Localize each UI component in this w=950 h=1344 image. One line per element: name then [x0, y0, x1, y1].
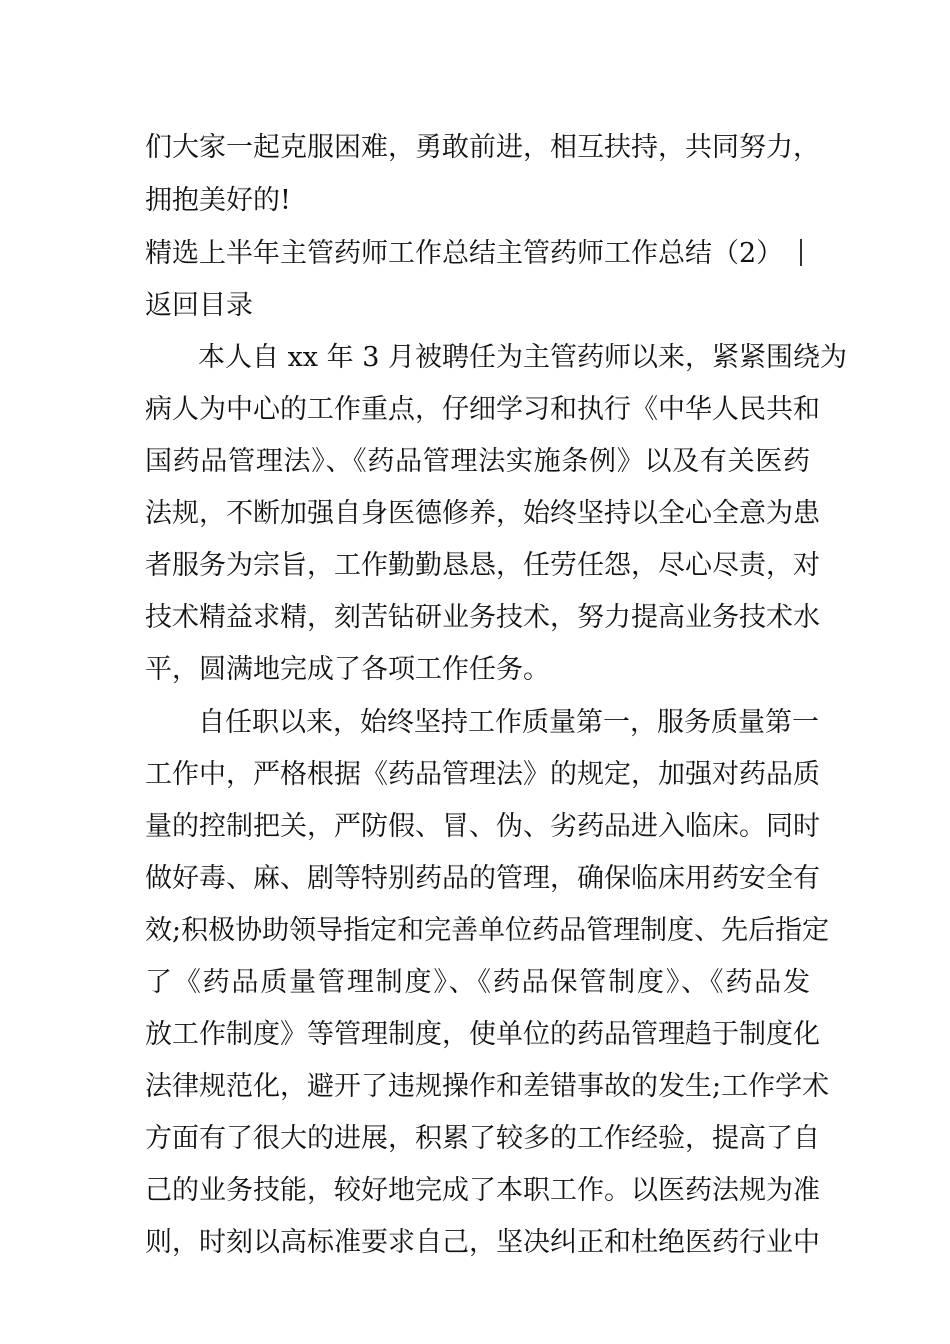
paragraph-line: 自任职以来，始终坚持工作质量第一，服务质量第一	[198, 707, 819, 738]
paragraph-line: 方面有了很大的进展，积累了较多的工作经验，提高了自	[145, 1123, 820, 1154]
paragraph-line: 国药品管理法》、《药品管理法实施条例》以及有关医药	[145, 446, 810, 477]
paragraph-line: 量的控制把关，严防假、冒、伪、劣药品进入临床。同时	[145, 811, 820, 842]
paragraph-line: 平，圆满地完成了各项工作任务。	[145, 654, 550, 685]
paragraph-line: 本人自 xx 年 3 月被聘任为主管药师以来，紧紧围绕为	[198, 342, 847, 373]
paragraph-line: 了《药品质量管理制度》、《药品保管制度》、《药品发	[145, 967, 810, 998]
paragraph-line: 者服务为宗旨，工作勤勤恳恳，任劳任怨，尽心尽责，对	[145, 550, 820, 581]
paragraph-line: 拥抱美好的!	[145, 185, 291, 216]
paragraph-line: 己的业务技能，较好地完成了本职工作。以医药法规为准	[145, 1175, 820, 1206]
section-title: 精选上半年主管药师工作总结主管药师工作总结（2）	[145, 238, 784, 269]
paragraph-line: 做好毒、麻、剧等特别药品的管理，确保临床用药安全有	[145, 863, 820, 894]
paragraph-line: 法律规范化，避开了违规操作和差错事故的发生;工作学术	[145, 1071, 830, 1102]
paragraph-line: 病人为中心的工作重点，仔细学习和执行《中华人民共和	[145, 394, 820, 425]
title-separator	[800, 239, 802, 266]
paragraph-line: 法规，不断加强自身医德修养，始终坚持以全心全意为患	[145, 498, 820, 529]
paragraph-line: 技术精益求精，刻苦钻研业务技术，努力提高业务技术水	[145, 602, 820, 633]
paragraph-line: 效;积极协助领导指定和完善单位药品管理制度、先后指定	[145, 915, 830, 946]
paragraph-line: 们大家一起克服困难，勇敢前进，相互扶持，共同努力，	[145, 132, 820, 163]
paragraph-line: 工作中，严格根据《药品管理法》的规定，加强对药品质	[145, 759, 820, 790]
back-to-contents-link[interactable]: 返回目录	[145, 290, 253, 321]
paragraph-line: 放工作制度》等管理制度，使单位的药品管理趋于制度化	[145, 1019, 820, 1050]
paragraph-line: 则，时刻以高标准要求自己，坚决纠正和杜绝医药行业中	[145, 1227, 820, 1258]
